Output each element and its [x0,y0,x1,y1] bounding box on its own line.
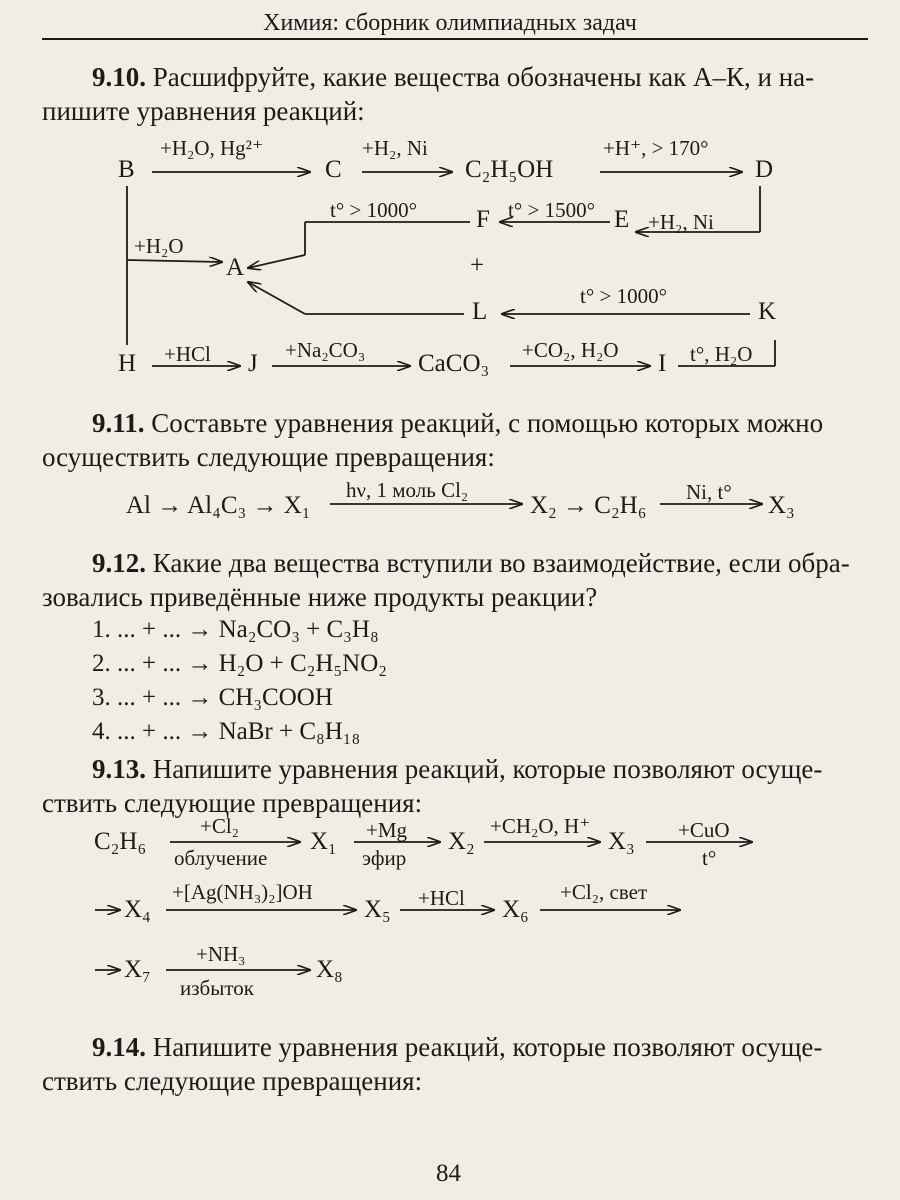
arrow8-top: +NH₃ [196,942,246,966]
compound-CaCO3: CaCO₃ [418,350,490,377]
arrow6-top: +HCl [418,886,465,910]
chain-segment-3: X₃ [768,492,795,519]
problem-9-11-line2: осуществить следующие превращения: [42,442,495,472]
problem-text: Расшифруйте, какие вещества обозначены как А–К, и на- [152,62,815,92]
running-header: Химия: сборник олимпиадных задач [263,10,637,36]
label-t1500: t° > 1500° [508,198,595,222]
problem-number: 9.13. [92,754,146,784]
arrow2-bottom: эфир [362,846,407,870]
problem-9-13-line1 [92,752,822,786]
compound-X8: X₈ [316,956,343,983]
compound-B: B [118,156,135,183]
label-na2co3: +Na₂CO₃ [285,338,366,362]
chain-segment-1: Al → Al₄C₃ → X₁ [126,492,311,519]
problem-9-12-line1 [92,546,850,580]
compound-A: A [226,254,245,281]
reaction-item-2: 2. ... + ... → H₂O + C₂H₅NO₂ [92,650,388,677]
problem-9-14-line2: ствить следующие превращения: [42,1066,423,1096]
chain-segment-2: X₂ → C₂H₆ [530,492,647,519]
problem-text: Напишите уравнения реакций, которые позволяют осуще- [152,1032,823,1062]
compound-E: E [614,206,630,233]
arrow4-bottom: t° [702,846,717,870]
arrow4-top: +CuO [678,818,730,842]
arrow8-bottom: избыток [180,976,254,1000]
compound-L: L [472,298,488,325]
label-h2-ni: +H₂, Ni [362,136,428,160]
arrow5-top: +[Ag(NH₃)₂]OH [172,880,313,904]
problem-number: 9.11. [92,408,145,438]
compound-X1: X₁ [310,828,337,855]
compound-H: H [118,350,137,377]
arrow1-bottom: облучение [174,846,268,870]
label-t1000b: t° > 1000° [580,284,667,308]
compound-X5: X₅ [364,896,391,923]
label-h2o: +H₂O [134,234,184,258]
arrow1-top: +Cl₂ [200,814,240,838]
reaction-item-4: 4. ... + ... → NaBr + C₈H₁₈ [92,718,361,745]
page-number: 84 [436,1160,461,1187]
compound-F: F [476,206,490,233]
label-h2-ni-2: +H₂, Ni [648,210,714,234]
label-t1000a: t° > 1000° [330,198,417,222]
chain-label-1: hν, 1 моль Cl₂ [346,478,469,502]
compound-C2H6: C₂H₆ [94,828,147,855]
problem-9-10-line2: пишите уравнения реакций: [42,96,365,126]
label-t-h2o: t°, H₂O [690,342,753,366]
problem-text: Какие два вещества вступили во взаимодействие, если обра- [152,548,850,578]
compound-J: J [248,350,258,377]
plus-sign: + [470,252,485,279]
arrow2-top: +Mg [366,818,408,842]
problem-text: Напишите уравнения реакций, которые позволяют осуще- [152,754,823,784]
problem-9-10-line1 [92,60,814,94]
problem-9-13-line2: ствить следующие превращения: [42,788,423,818]
label-h2o-hg: +H₂O, Hg²⁺ [160,136,264,160]
compound-X7: X₇ [124,956,151,983]
compound-K: K [758,298,777,325]
arrow3-top: +CH₂O, H⁺ [490,814,591,838]
compound-X4: X₄ [124,896,151,923]
reaction-item-1: 1. ... + ... → Na₂CO₃ + C₃H₈ [92,616,379,643]
compound-I: I [658,350,667,377]
problem-9-12-line2: зовались приведённые ниже продукты реакции? [42,582,598,612]
problem-number: 9.12. [92,548,146,578]
compound-D: D [755,156,774,183]
problem-number: 9.14. [92,1032,146,1062]
compound-X3: X₃ [608,828,635,855]
compound-C: C [325,156,342,183]
reaction-item-3: 3. ... + ... → CH₃COOH [92,684,333,711]
arrow7-top: +Cl₂, свет [560,880,648,904]
compound-X2: X₂ [448,828,475,855]
label-co2-h2o: +CO₂, H₂O [522,338,619,362]
compound-C2H5OH: C₂H₅OH [465,156,554,183]
problem-text: Составьте уравнения реакций, с помощью которых можно [151,408,824,438]
problem-9-11-line1 [92,406,823,440]
problem-9-14-line1 [92,1030,822,1064]
label-h-170: +H⁺, > 170° [603,136,709,160]
chain-label-2: Ni, t° [686,480,732,504]
compound-X6: X₆ [502,896,529,923]
problem-number: 9.10. [92,62,146,92]
label-hcl: +HCl [164,342,211,366]
